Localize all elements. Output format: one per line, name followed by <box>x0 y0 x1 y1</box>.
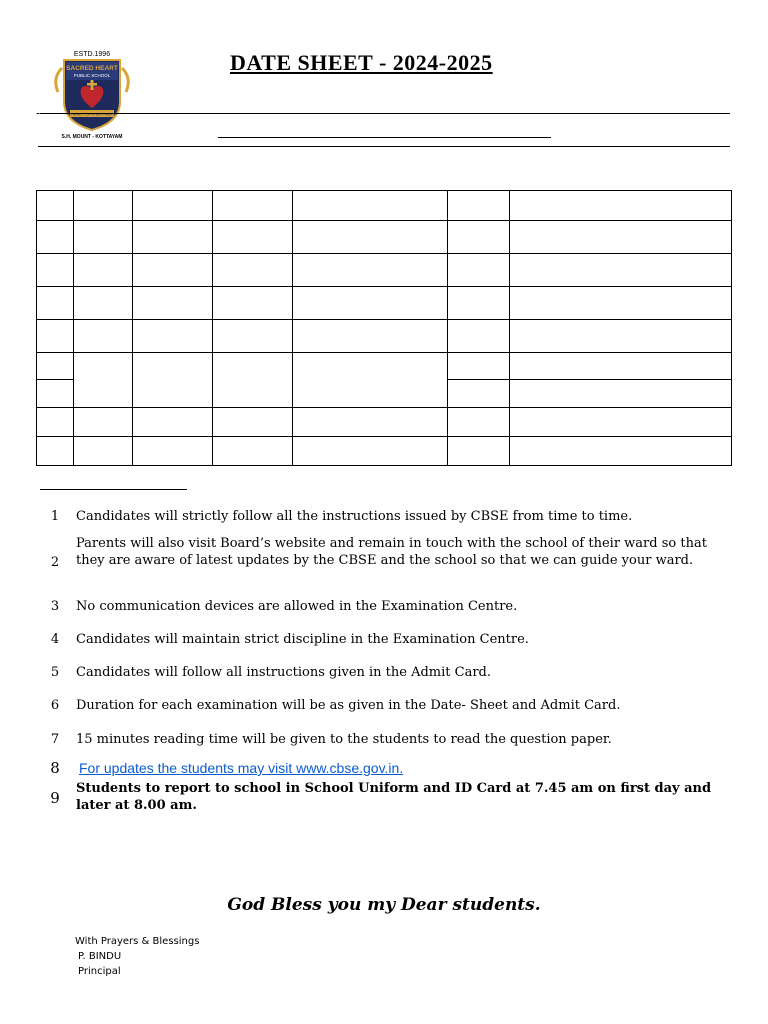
instruction-text: No communication devices are allowed in the Examination Centre. <box>76 599 518 614</box>
table-cell <box>74 437 133 466</box>
signature-block <box>75 934 199 979</box>
table-cell <box>74 320 133 353</box>
table-cell <box>213 320 293 353</box>
blessing-text: God Bless you my Dear students. <box>227 895 541 915</box>
table-cell <box>74 221 133 254</box>
table-cell <box>213 191 293 221</box>
table-cell <box>293 191 448 221</box>
instruction-number: 1 <box>50 509 60 524</box>
table-cell <box>37 380 74 408</box>
table-cell <box>74 287 133 320</box>
table-cell <box>37 320 74 353</box>
table-row <box>37 408 732 437</box>
table-cell <box>74 254 133 287</box>
table-cell <box>133 320 213 353</box>
table-cell <box>510 353 732 380</box>
table-cell <box>448 353 510 380</box>
header-divider-top <box>40 113 730 114</box>
table-cell <box>448 408 510 437</box>
table-cell <box>213 437 293 466</box>
table-row <box>37 353 732 380</box>
instruction-text: Duration for each examination will be as given in the Date- Sheet and Admit Card. <box>76 698 621 713</box>
header-dash: - <box>36 106 41 120</box>
table-cell <box>133 408 213 437</box>
instruction-text: Candidates will strictly follow all the instructions issued by CBSE from time to time. <box>76 509 633 524</box>
table-row <box>37 254 732 287</box>
table-cell <box>133 221 213 254</box>
table-cell <box>510 380 732 408</box>
instruction-text: Candidates will maintain strict discipline in the Examination Centre. <box>76 632 529 647</box>
table-cell <box>510 254 732 287</box>
table-cell <box>510 287 732 320</box>
table-cell <box>213 408 293 437</box>
instruction-number: 5 <box>50 665 60 680</box>
table-cell <box>74 353 133 408</box>
table-cell <box>293 408 448 437</box>
table-cell <box>448 320 510 353</box>
table-cell <box>448 437 510 466</box>
instruction-number: 6 <box>50 698 60 713</box>
instruction-number: 4 <box>50 632 60 647</box>
table-cell <box>448 287 510 320</box>
table-cell <box>37 287 74 320</box>
table-row <box>37 320 732 353</box>
table-cell <box>37 221 74 254</box>
instruction-number: 9 <box>50 789 60 807</box>
table-cell <box>510 191 732 221</box>
instruction-text: 15 minutes reading time will be given to the students to read the question paper. <box>76 732 612 747</box>
logo-school-name: SACRED HEART <box>66 65 118 72</box>
table-cell <box>213 353 293 408</box>
table-cell <box>37 437 74 466</box>
signature-greeting: With Prayers & Blessings <box>75 936 200 947</box>
table-cell <box>133 353 213 408</box>
table-cell <box>510 221 732 254</box>
table-cell <box>510 320 732 353</box>
table-cell <box>293 221 448 254</box>
table-cell <box>37 408 74 437</box>
table-cell <box>510 437 732 466</box>
table-cell <box>293 320 448 353</box>
table-row <box>37 191 732 221</box>
table-cell <box>37 191 74 221</box>
table-cell <box>133 437 213 466</box>
instruction-text: Parents will also visit Board’s website and remain in touch with the school of their ward so that they are aware of latest updates by the CBSE and the school so that we can guide your ward. <box>76 536 707 568</box>
table-cell <box>293 254 448 287</box>
signature-title: Principal <box>78 966 121 977</box>
table-cell <box>133 191 213 221</box>
table-cell <box>74 191 133 221</box>
header-subtitle-line <box>218 137 551 138</box>
instructions-heading-line <box>40 489 187 490</box>
table-cell <box>293 353 448 408</box>
instruction-text: Candidates will follow all instructions given in the Admit Card. <box>76 665 492 680</box>
instruction-number: 8 <box>50 759 60 777</box>
signature-name: P. BINDU <box>78 951 122 962</box>
instruction-number: 2 <box>50 555 60 570</box>
table-cell <box>510 408 732 437</box>
date-sheet-table <box>36 190 732 466</box>
table-row <box>37 221 732 254</box>
cbse-website-link[interactable]: For updates the students may visit www.cbse.gov.in. <box>79 760 404 776</box>
instruction-number: 7 <box>50 732 60 747</box>
table-cell <box>74 408 133 437</box>
table-row <box>37 437 732 466</box>
table-cell <box>37 254 74 287</box>
table-cell <box>133 287 213 320</box>
table-cell <box>448 254 510 287</box>
table-cell <box>133 254 213 287</box>
logo-estd: ESTD.1996 <box>73 51 111 58</box>
table-cell <box>448 380 510 408</box>
table-cell <box>293 287 448 320</box>
page-title: DATE SHEET - 2024-2025 <box>230 50 493 75</box>
school-logo <box>48 48 136 140</box>
instruction-number: 3 <box>50 599 60 614</box>
logo-motto: HEART OF A MOTHER <box>71 111 113 117</box>
table-cell <box>448 191 510 221</box>
table-row <box>37 287 732 320</box>
table-cell <box>213 254 293 287</box>
table-cell <box>293 437 448 466</box>
logo-location: S.H. MOUNT - KOTTAYAM <box>61 134 123 140</box>
table-cell <box>213 287 293 320</box>
table-cell <box>448 221 510 254</box>
table-cell <box>213 221 293 254</box>
instruction-text: Students to report to school in School Uniform and ID Card at 7.45 am on first day and later at 8.00 am. <box>76 781 712 813</box>
table-cell <box>37 353 74 380</box>
logo-school-subname: PUBLIC SCHOOL <box>73 73 111 78</box>
header-divider-bottom <box>38 146 730 147</box>
